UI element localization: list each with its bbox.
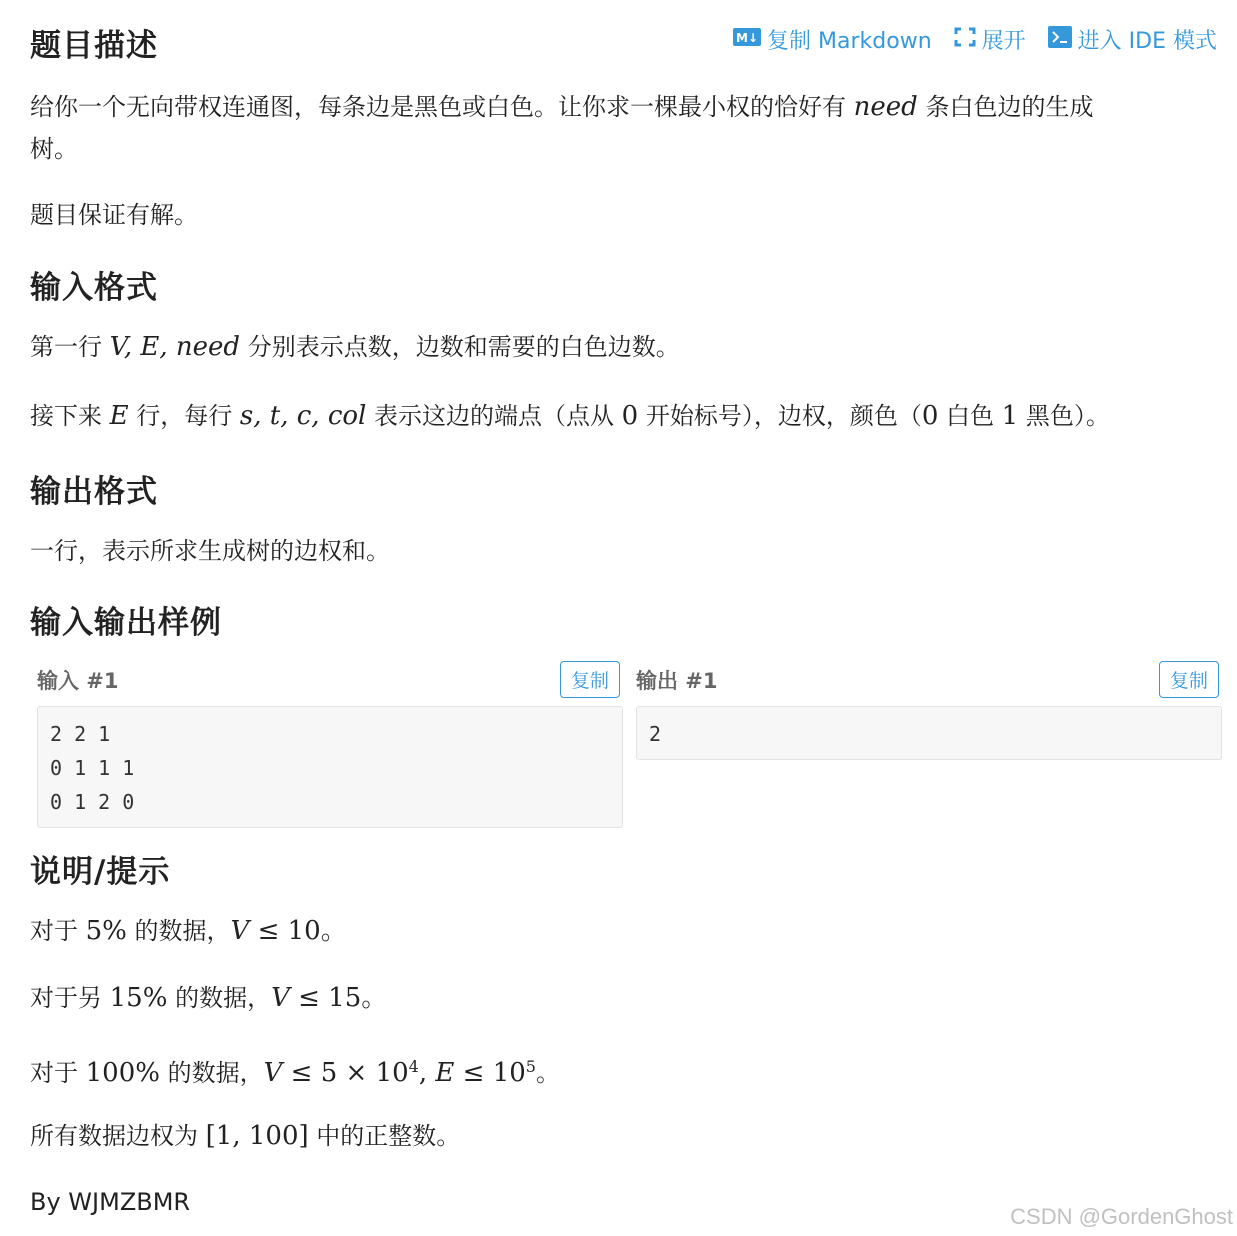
hint-line-3: 对于 100% 的数据，$V \le 5 \times 10^4$, $E \le 10^5$。 <box>30 1057 560 1088</box>
copy-markdown-label: 复制 Markdown <box>767 29 932 54</box>
csdn-watermark: CSDN @GordenGhost <box>1010 1204 1233 1229</box>
toolbar <box>733 24 1217 55</box>
author-credit: By WJMZBMR <box>30 1188 191 1216</box>
output-format-text: 一行，表示所求生成树的边权和。 <box>30 537 390 565</box>
copy-output-button[interactable]: 复制 <box>1159 661 1219 698</box>
input-format-heading: 输入格式 <box>30 270 158 306</box>
samples-heading: 输入输出样例 <box>30 605 222 641</box>
hint-line-2: 对于另 15% 的数据，V ≤ 15。 <box>30 983 388 1013</box>
description-paragraph: 给你一个无向带权连通图，每条边是黑色或白色。让你求一棵最小权的恰好有 need 条白色边的生成 树。 <box>30 92 1094 163</box>
svg-text:M↓: M↓ <box>736 31 759 45</box>
ide-mode-label: 进入 IDE 模式 <box>1077 29 1217 54</box>
sample-output-label: 输出 #1 <box>636 669 718 693</box>
ide-mode-button[interactable] <box>1048 24 1217 55</box>
sample-input-box[interactable]: 2 2 1 0 1 1 1 0 1 2 0 <box>37 706 623 828</box>
description-heading: 题目描述 <box>30 28 158 64</box>
expand-label: 展开 <box>981 29 1026 54</box>
sample-input-label: 输入 #1 <box>37 669 119 693</box>
expand-button[interactable] <box>954 24 1026 55</box>
guarantee-text: 题目保证有解。 <box>30 201 198 229</box>
copy-markdown-button[interactable] <box>733 24 932 55</box>
hint-line-1: 对于 5% 的数据，V ≤ 10。 <box>30 916 347 946</box>
input-format-line2: 接下来 E 行，每行 s, t, c, col 表示这边的端点（点从 0 开始标号），边权，颜色（0 白色 1 黑色）。 <box>30 401 1110 431</box>
terminal-icon <box>1048 26 1072 54</box>
markdown-icon <box>733 27 761 52</box>
output-format-heading: 输出格式 <box>30 474 158 510</box>
copy-input-button[interactable]: 复制 <box>560 661 620 698</box>
input-format-line1: 第一行 V, E, need 分别表示点数，边数和需要的白色边数。 <box>30 332 680 362</box>
hint-line-4: 所有数据边权为 [1, 100] 中的正整数。 <box>30 1121 461 1151</box>
hint-heading: 说明/提示 <box>30 854 171 890</box>
expand-icon <box>954 27 976 53</box>
sample-output-box[interactable]: 2 <box>636 706 1222 760</box>
